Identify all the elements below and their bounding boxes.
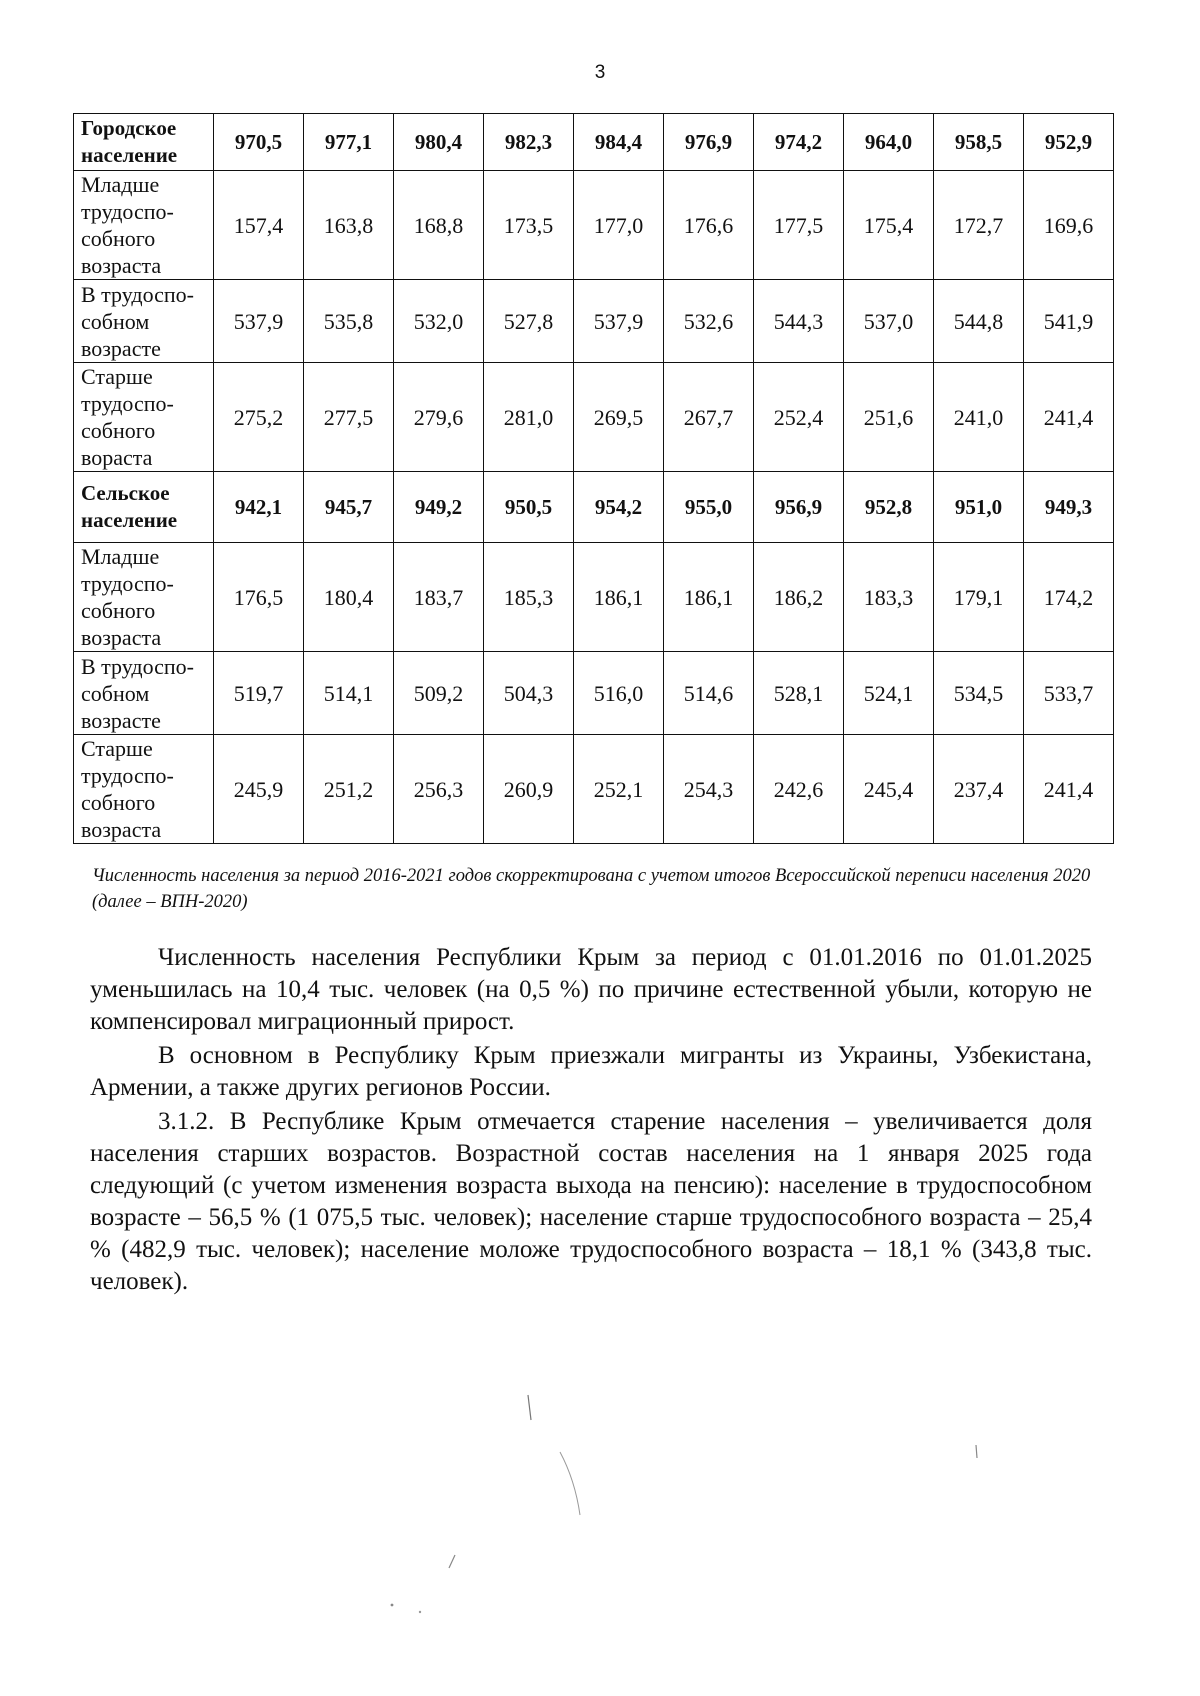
- table-cell: 514,6: [664, 652, 754, 735]
- table-cell: 183,3: [844, 543, 934, 652]
- table-cell: 535,8: [304, 280, 394, 363]
- paragraph-1: Численность населения Республики Крым за период с 01.01.2016 по 01.01.2025 уменьшилась на 10,4 тыс. человек (на 0,5 %) по причине естественной убыли, которую не компенсировал миграционный прирост.: [90, 944, 1092, 1035]
- table-cell: 241,0: [934, 363, 1024, 472]
- body-text: [90, 942, 1092, 1300]
- table-cell: 241,4: [1024, 735, 1114, 844]
- table-cell: 176,5: [214, 543, 304, 652]
- table-cell: 177,5: [754, 171, 844, 280]
- page-number: 3: [594, 62, 606, 83]
- table-cell: 237,4: [934, 735, 1024, 844]
- table-cell: 541,9: [1024, 280, 1114, 363]
- table-cell: 534,5: [934, 652, 1024, 735]
- table-cell: 175,4: [844, 171, 934, 280]
- table-cell: 982,3: [484, 114, 574, 171]
- table-cell: 527,8: [484, 280, 574, 363]
- table-row: [74, 543, 1114, 652]
- row-label: Сельское население: [74, 472, 214, 543]
- table-cell: 984,4: [574, 114, 664, 171]
- table-cell: 532,0: [394, 280, 484, 363]
- table-cell: 976,9: [664, 114, 754, 171]
- table-cell: 251,6: [844, 363, 934, 472]
- table-cell: 949,2: [394, 472, 484, 543]
- table-cell: 954,2: [574, 472, 664, 543]
- table-cell: 173,5: [484, 171, 574, 280]
- row-label: Младше трудоспо-собного возраста: [74, 171, 214, 280]
- table-cell: 179,1: [934, 543, 1024, 652]
- paragraph-2: В основном в Республику Крым приезжали мигранты из Украины, Узбекистана, Армении, а также других регионов России.: [90, 1042, 1092, 1101]
- table-cell: 970,5: [214, 114, 304, 171]
- table-cell: 157,4: [214, 171, 304, 280]
- table-cell: 977,1: [304, 114, 394, 171]
- row-label: Старше трудоспо-собного возраста: [74, 735, 214, 844]
- table-cell: 524,1: [844, 652, 934, 735]
- table-row: [74, 472, 1114, 543]
- table-row: [74, 363, 1114, 472]
- table-cell: 252,4: [754, 363, 844, 472]
- table-cell: 514,1: [304, 652, 394, 735]
- table-cell: 275,2: [214, 363, 304, 472]
- table-cell: 952,9: [1024, 114, 1114, 171]
- table-cell: 980,4: [394, 114, 484, 171]
- table-cell: 519,7: [214, 652, 304, 735]
- table-cell: 504,3: [484, 652, 574, 735]
- table-cell: 180,4: [304, 543, 394, 652]
- row-label: Младше трудоспо-собного возраста: [74, 543, 214, 652]
- table-cell: 169,6: [1024, 171, 1114, 280]
- table-cell: 242,6: [754, 735, 844, 844]
- table-row: [74, 280, 1114, 363]
- table-cell: 172,7: [934, 171, 1024, 280]
- table-cell: 509,2: [394, 652, 484, 735]
- row-label: Старше трудоспо-собного вораста: [74, 363, 214, 472]
- row-label: Городское население: [74, 114, 214, 171]
- table-cell: 183,7: [394, 543, 484, 652]
- table-cell: 955,0: [664, 472, 754, 543]
- table-cell: 241,4: [1024, 363, 1114, 472]
- table-cell: 958,5: [934, 114, 1024, 171]
- table-cell: 544,8: [934, 280, 1024, 363]
- table-cell: 945,7: [304, 472, 394, 543]
- population-table: [73, 113, 1114, 844]
- table-cell: 174,2: [1024, 543, 1114, 652]
- table-body: [74, 114, 1114, 844]
- table-cell: 516,0: [574, 652, 664, 735]
- table-cell: 537,0: [844, 280, 934, 363]
- table-cell: 544,3: [754, 280, 844, 363]
- table-cell: 163,8: [304, 171, 394, 280]
- table-cell: 956,9: [754, 472, 844, 543]
- table-cell: 260,9: [484, 735, 574, 844]
- table-cell: 281,0: [484, 363, 574, 472]
- table-cell: 974,2: [754, 114, 844, 171]
- table-cell: 537,9: [574, 280, 664, 363]
- table-note: Численность населения за период 2016-2021 годов скорректирована с учетом итогов Всероссийской переписи населения 2020 (далее – ВПН-2020): [92, 866, 1091, 912]
- table-cell: 186,2: [754, 543, 844, 652]
- row-label: В трудоспо-собном возрасте: [74, 280, 214, 363]
- table-cell: 251,2: [304, 735, 394, 844]
- table-cell: 168,8: [394, 171, 484, 280]
- table-cell: 186,1: [574, 543, 664, 652]
- table-cell: 186,1: [664, 543, 754, 652]
- table-cell: 537,9: [214, 280, 304, 363]
- table-cell: 951,0: [934, 472, 1024, 543]
- table-cell: 254,3: [664, 735, 754, 844]
- paragraph-3: 3.1.2. В Республике Крым отмечается старение населения – увеличивается доля населения старших возрастов. Возрастной состав населения на 1 января 2025 года следующий (с учетом изменения возраста выхода на пенсию): население в трудоспособном возрасте – 56,5 % (1 075,5 тыс. человек); население старше трудоспособного возраста – 25,4 % (482,9 тыс. человек); население моложе трудоспособного возраста – 18,1 % (343,8 тыс. человек).: [90, 1108, 1092, 1295]
- row-label: В трудоспо-собном возрасте: [74, 652, 214, 735]
- table-cell: 949,3: [1024, 472, 1114, 543]
- table-cell: 177,0: [574, 171, 664, 280]
- table-cell: 252,1: [574, 735, 664, 844]
- table-row: [74, 171, 1114, 280]
- table-cell: 185,3: [484, 543, 574, 652]
- table-row: [74, 652, 1114, 735]
- table-cell: 964,0: [844, 114, 934, 171]
- table-cell: 245,4: [844, 735, 934, 844]
- table-cell: 256,3: [394, 735, 484, 844]
- table-row: [74, 735, 1114, 844]
- table-cell: 279,6: [394, 363, 484, 472]
- table-cell: 269,5: [574, 363, 664, 472]
- table-cell: 942,1: [214, 472, 304, 543]
- table-cell: 245,9: [214, 735, 304, 844]
- table-cell: 277,5: [304, 363, 394, 472]
- table-cell: 532,6: [664, 280, 754, 363]
- table-cell: 176,6: [664, 171, 754, 280]
- table-cell: 950,5: [484, 472, 574, 543]
- table-cell: 528,1: [754, 652, 844, 735]
- table-cell: 952,8: [844, 472, 934, 543]
- table-cell: 533,7: [1024, 652, 1114, 735]
- table-cell: 267,7: [664, 363, 754, 472]
- table-row: [74, 114, 1114, 171]
